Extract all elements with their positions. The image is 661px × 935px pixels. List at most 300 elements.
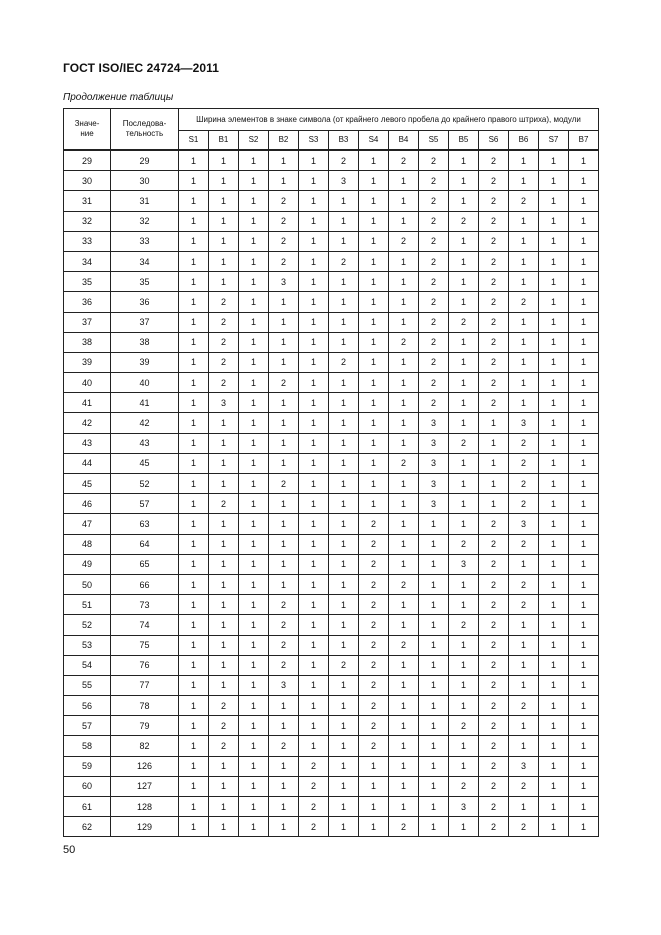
cell-width-b6: 1 (509, 554, 539, 574)
cell-value: 43 (64, 433, 111, 453)
cell-width-s7: 1 (539, 251, 569, 271)
cell-width-s6: 2 (479, 150, 509, 171)
cell-width-b3: 1 (329, 191, 359, 211)
cell-width-b5: 1 (449, 574, 479, 594)
cell-width-b6: 1 (509, 655, 539, 675)
table-row (64, 211, 599, 231)
cell-width-b7: 1 (569, 231, 599, 251)
cell-width-b3: 1 (329, 292, 359, 312)
cell-width-b6: 2 (509, 292, 539, 312)
table-row (64, 413, 599, 433)
cell-width-b5: 2 (449, 312, 479, 332)
cell-width-b6: 2 (509, 776, 539, 796)
cell-width-s5: 2 (419, 352, 449, 372)
cell-width-b4: 1 (389, 494, 419, 514)
cell-width-b5: 1 (449, 191, 479, 211)
cell-width-b4: 2 (389, 574, 419, 594)
cell-width-b6: 3 (509, 413, 539, 433)
cell-width-s6: 2 (479, 595, 509, 615)
cell-sequence: 37 (111, 312, 179, 332)
cell-width-b6: 1 (509, 211, 539, 231)
cell-width-s7: 1 (539, 635, 569, 655)
cell-width-s3: 1 (299, 534, 329, 554)
cell-width-b3: 1 (329, 797, 359, 817)
cell-width-s4: 1 (359, 352, 389, 372)
cell-width-b3: 1 (329, 817, 359, 837)
cell-value: 37 (64, 312, 111, 332)
cell-width-b2: 2 (269, 191, 299, 211)
cell-width-b1: 1 (209, 797, 239, 817)
cell-width-s6: 2 (479, 251, 509, 271)
cell-width-s2: 1 (239, 171, 269, 191)
cell-width-s5: 1 (419, 736, 449, 756)
cell-width-s3: 1 (299, 312, 329, 332)
cell-width-b3: 1 (329, 494, 359, 514)
cell-sequence: 73 (111, 595, 179, 615)
cell-width-s2: 1 (239, 150, 269, 171)
cell-width-b1: 1 (209, 251, 239, 271)
cell-width-b2: 2 (269, 373, 299, 393)
cell-width-b3: 1 (329, 211, 359, 231)
cell-width-b7: 1 (569, 797, 599, 817)
cell-width-s2: 1 (239, 393, 269, 413)
table-row (64, 756, 599, 776)
element-header-s3: S3 (299, 131, 329, 151)
cell-width-b5: 1 (449, 494, 479, 514)
element-header-s1: S1 (179, 131, 209, 151)
cell-width-s5: 2 (419, 393, 449, 413)
cell-sequence: 35 (111, 272, 179, 292)
cell-width-s4: 2 (359, 736, 389, 756)
cell-width-s4: 2 (359, 534, 389, 554)
cell-width-b7: 1 (569, 474, 599, 494)
cell-width-s7: 1 (539, 756, 569, 776)
cell-width-s2: 1 (239, 191, 269, 211)
table-row (64, 171, 599, 191)
cell-width-s1: 1 (179, 817, 209, 837)
cell-width-s6: 2 (479, 332, 509, 352)
cell-width-b7: 1 (569, 292, 599, 312)
cell-width-s3: 1 (299, 736, 329, 756)
cell-width-b5: 3 (449, 554, 479, 574)
cell-width-b3: 1 (329, 332, 359, 352)
cell-sequence: 52 (111, 474, 179, 494)
cell-width-b6: 1 (509, 635, 539, 655)
cell-width-b5: 1 (449, 352, 479, 372)
cell-width-s6: 2 (479, 191, 509, 211)
cell-width-s3: 1 (299, 332, 329, 352)
cell-width-s3: 1 (299, 251, 329, 271)
cell-width-s6: 2 (479, 211, 509, 231)
cell-value: 58 (64, 736, 111, 756)
cell-width-b2: 1 (269, 514, 299, 534)
cell-width-s2: 1 (239, 675, 269, 695)
cell-width-s4: 2 (359, 615, 389, 635)
cell-width-b5: 1 (449, 655, 479, 675)
cell-width-b2: 1 (269, 716, 299, 736)
table-row (64, 150, 599, 171)
cell-width-b1: 1 (209, 615, 239, 635)
cell-sequence: 75 (111, 635, 179, 655)
cell-width-b3: 1 (329, 696, 359, 716)
cell-width-b7: 1 (569, 817, 599, 837)
cell-sequence: 78 (111, 696, 179, 716)
cell-value: 40 (64, 373, 111, 393)
cell-width-b1: 2 (209, 494, 239, 514)
cell-width-s7: 1 (539, 413, 569, 433)
cell-width-b2: 1 (269, 433, 299, 453)
cell-value: 59 (64, 756, 111, 776)
cell-sequence: 66 (111, 574, 179, 594)
cell-value: 38 (64, 332, 111, 352)
cell-width-b7: 1 (569, 453, 599, 473)
cell-width-b6: 1 (509, 171, 539, 191)
cell-width-b2: 1 (269, 150, 299, 171)
cell-width-b2: 1 (269, 332, 299, 352)
cell-width-b3: 1 (329, 433, 359, 453)
cell-width-b5: 2 (449, 433, 479, 453)
element-header-b3: B3 (329, 131, 359, 151)
cell-width-b7: 1 (569, 171, 599, 191)
cell-width-s1: 1 (179, 312, 209, 332)
cell-value: 48 (64, 534, 111, 554)
cell-width-s4: 1 (359, 251, 389, 271)
cell-width-b6: 2 (509, 534, 539, 554)
cell-value: 60 (64, 776, 111, 796)
cell-width-s6: 2 (479, 292, 509, 312)
table-row (64, 272, 599, 292)
cell-width-b2: 1 (269, 171, 299, 191)
cell-width-s4: 1 (359, 494, 389, 514)
cell-width-b7: 1 (569, 272, 599, 292)
cell-width-b1: 1 (209, 776, 239, 796)
cell-sequence: 30 (111, 171, 179, 191)
cell-width-s3: 2 (299, 756, 329, 776)
cell-width-s3: 1 (299, 514, 329, 534)
cell-width-b7: 1 (569, 696, 599, 716)
cell-width-b4: 1 (389, 776, 419, 796)
cell-width-s4: 2 (359, 595, 389, 615)
cell-width-b2: 1 (269, 393, 299, 413)
cell-width-s6: 2 (479, 615, 509, 635)
cell-width-s1: 1 (179, 150, 209, 171)
cell-width-s4: 1 (359, 413, 389, 433)
cell-sequence: 45 (111, 453, 179, 473)
cell-sequence: 77 (111, 675, 179, 695)
cell-width-b3: 3 (329, 171, 359, 191)
cell-width-b3: 1 (329, 574, 359, 594)
cell-width-b6: 2 (509, 817, 539, 837)
cell-width-b3: 2 (329, 150, 359, 171)
cell-width-b4: 1 (389, 171, 419, 191)
element-header-b5: B5 (449, 131, 479, 151)
cell-width-s6: 2 (479, 756, 509, 776)
cell-width-s2: 1 (239, 817, 269, 837)
cell-width-s6: 2 (479, 373, 509, 393)
cell-value: 41 (64, 393, 111, 413)
cell-width-s5: 3 (419, 474, 449, 494)
cell-width-b2: 1 (269, 756, 299, 776)
table-row (64, 393, 599, 413)
cell-sequence: 43 (111, 433, 179, 453)
cell-width-s5: 2 (419, 251, 449, 271)
cell-width-b1: 2 (209, 312, 239, 332)
width-table (63, 108, 599, 837)
cell-value: 61 (64, 797, 111, 817)
cell-value: 30 (64, 171, 111, 191)
cell-width-s4: 1 (359, 817, 389, 837)
cell-width-b3: 1 (329, 453, 359, 473)
cell-sequence: 29 (111, 150, 179, 171)
cell-value: 45 (64, 474, 111, 494)
table-row (64, 453, 599, 473)
cell-width-b1: 1 (209, 231, 239, 251)
cell-width-b7: 1 (569, 312, 599, 332)
cell-width-b2: 2 (269, 474, 299, 494)
cell-width-s7: 1 (539, 474, 569, 494)
cell-width-s6: 2 (479, 312, 509, 332)
cell-width-s4: 1 (359, 474, 389, 494)
cell-width-s2: 1 (239, 776, 269, 796)
cell-width-s4: 1 (359, 312, 389, 332)
cell-width-s1: 1 (179, 191, 209, 211)
cell-width-s1: 1 (179, 534, 209, 554)
cell-width-b6: 1 (509, 393, 539, 413)
cell-width-b7: 1 (569, 655, 599, 675)
cell-width-b4: 1 (389, 554, 419, 574)
table-row (64, 817, 599, 837)
cell-width-s7: 1 (539, 595, 569, 615)
cell-width-b1: 1 (209, 171, 239, 191)
cell-width-b7: 1 (569, 211, 599, 231)
cell-width-b3: 1 (329, 776, 359, 796)
cell-width-s5: 1 (419, 675, 449, 695)
cell-width-s4: 1 (359, 373, 389, 393)
cell-width-b5: 1 (449, 514, 479, 534)
cell-width-s5: 1 (419, 797, 449, 817)
cell-width-s5: 1 (419, 817, 449, 837)
cell-width-b2: 1 (269, 494, 299, 514)
cell-width-b5: 2 (449, 211, 479, 231)
cell-width-b3: 1 (329, 554, 359, 574)
column-group-header: Ширина элементов в знаке символа (от крайнего левого пробела до крайнего правого штриха), модули (179, 109, 599, 131)
cell-width-b6: 1 (509, 675, 539, 695)
cell-width-s2: 1 (239, 797, 269, 817)
table-row (64, 292, 599, 312)
cell-width-b4: 1 (389, 312, 419, 332)
cell-width-s5: 3 (419, 453, 449, 473)
cell-width-s3: 1 (299, 393, 329, 413)
cell-width-s2: 1 (239, 332, 269, 352)
cell-width-s3: 1 (299, 615, 329, 635)
cell-width-s4: 2 (359, 675, 389, 695)
cell-width-b7: 1 (569, 635, 599, 655)
cell-width-b5: 2 (449, 776, 479, 796)
cell-width-b5: 2 (449, 534, 479, 554)
cell-width-b2: 2 (269, 635, 299, 655)
cell-width-s2: 1 (239, 716, 269, 736)
cell-sequence: 42 (111, 413, 179, 433)
cell-width-b7: 1 (569, 332, 599, 352)
cell-width-b7: 1 (569, 413, 599, 433)
cell-width-b7: 1 (569, 514, 599, 534)
cell-width-s1: 1 (179, 716, 209, 736)
cell-width-s1: 1 (179, 332, 209, 352)
cell-value: 53 (64, 635, 111, 655)
cell-width-s7: 1 (539, 211, 569, 231)
cell-width-s5: 2 (419, 231, 449, 251)
cell-value: 31 (64, 191, 111, 211)
cell-width-b2: 1 (269, 413, 299, 433)
cell-width-s3: 1 (299, 211, 329, 231)
cell-width-s5: 2 (419, 373, 449, 393)
cell-width-b4: 1 (389, 474, 419, 494)
cell-width-b5: 1 (449, 413, 479, 433)
cell-width-s6: 1 (479, 453, 509, 473)
cell-width-b3: 1 (329, 413, 359, 433)
cell-width-s1: 1 (179, 736, 209, 756)
cell-width-s6: 2 (479, 696, 509, 716)
cell-width-s6: 1 (479, 494, 509, 514)
column-header-value: Значе- ние (64, 109, 111, 151)
cell-width-s3: 1 (299, 494, 329, 514)
cell-width-b6: 2 (509, 191, 539, 211)
table-row (64, 494, 599, 514)
cell-width-b6: 1 (509, 332, 539, 352)
cell-width-s6: 2 (479, 776, 509, 796)
cell-width-b5: 1 (449, 595, 479, 615)
cell-width-b6: 3 (509, 756, 539, 776)
cell-width-b7: 1 (569, 756, 599, 776)
cell-width-b7: 1 (569, 191, 599, 211)
cell-width-s5: 3 (419, 494, 449, 514)
cell-width-s2: 1 (239, 554, 269, 574)
cell-width-s3: 1 (299, 191, 329, 211)
cell-width-b7: 1 (569, 675, 599, 695)
cell-value: 54 (64, 655, 111, 675)
cell-width-s2: 1 (239, 272, 269, 292)
table-row (64, 474, 599, 494)
element-header-b7: B7 (569, 131, 599, 151)
cell-width-s2: 1 (239, 655, 269, 675)
cell-width-b1: 2 (209, 716, 239, 736)
cell-sequence: 79 (111, 716, 179, 736)
cell-width-b5: 1 (449, 453, 479, 473)
cell-width-s2: 1 (239, 756, 269, 776)
cell-width-b6: 1 (509, 231, 539, 251)
cell-width-s6: 2 (479, 574, 509, 594)
cell-value: 51 (64, 595, 111, 615)
cell-width-b7: 1 (569, 716, 599, 736)
cell-width-s1: 1 (179, 231, 209, 251)
cell-width-s6: 2 (479, 171, 509, 191)
cell-width-s1: 1 (179, 797, 209, 817)
cell-width-b6: 1 (509, 150, 539, 171)
cell-width-s3: 1 (299, 453, 329, 473)
cell-width-b4: 2 (389, 817, 419, 837)
element-header-b1: B1 (209, 131, 239, 151)
cell-width-s3: 1 (299, 352, 329, 372)
cell-width-b1: 2 (209, 292, 239, 312)
cell-width-s2: 1 (239, 474, 269, 494)
cell-width-b7: 1 (569, 251, 599, 271)
cell-width-s1: 1 (179, 373, 209, 393)
cell-width-s4: 2 (359, 514, 389, 534)
cell-width-b3: 2 (329, 352, 359, 372)
cell-width-b6: 1 (509, 615, 539, 635)
cell-width-s6: 2 (479, 635, 509, 655)
cell-width-b2: 2 (269, 251, 299, 271)
cell-value: 39 (64, 352, 111, 372)
cell-sequence: 57 (111, 494, 179, 514)
cell-width-b6: 1 (509, 716, 539, 736)
cell-width-b5: 1 (449, 756, 479, 776)
cell-width-b4: 1 (389, 756, 419, 776)
cell-width-s5: 1 (419, 756, 449, 776)
cell-width-s4: 1 (359, 272, 389, 292)
cell-width-b5: 1 (449, 332, 479, 352)
cell-width-s7: 1 (539, 393, 569, 413)
cell-width-b6: 2 (509, 433, 539, 453)
cell-width-s5: 3 (419, 433, 449, 453)
cell-width-b3: 1 (329, 675, 359, 695)
cell-width-b1: 1 (209, 413, 239, 433)
cell-width-b1: 2 (209, 736, 239, 756)
cell-width-s6: 2 (479, 716, 509, 736)
cell-width-b3: 2 (329, 251, 359, 271)
cell-width-s5: 2 (419, 191, 449, 211)
cell-width-s6: 2 (479, 352, 509, 372)
cell-width-b5: 1 (449, 251, 479, 271)
cell-width-s6: 2 (479, 514, 509, 534)
cell-width-b1: 1 (209, 433, 239, 453)
table-row (64, 615, 599, 635)
cell-width-b5: 2 (449, 615, 479, 635)
cell-width-s6: 2 (479, 817, 509, 837)
cell-width-s4: 2 (359, 574, 389, 594)
cell-sequence: 65 (111, 554, 179, 574)
table-row (64, 716, 599, 736)
cell-width-s1: 1 (179, 433, 209, 453)
cell-width-s5: 1 (419, 635, 449, 655)
cell-value: 57 (64, 716, 111, 736)
cell-width-s3: 2 (299, 797, 329, 817)
cell-width-s5: 2 (419, 292, 449, 312)
cell-width-b1: 1 (209, 191, 239, 211)
table-row (64, 655, 599, 675)
cell-width-s1: 1 (179, 514, 209, 534)
cell-width-b1: 1 (209, 817, 239, 837)
cell-width-s2: 1 (239, 696, 269, 716)
table-row (64, 251, 599, 271)
cell-width-b6: 1 (509, 797, 539, 817)
cell-sequence: 74 (111, 615, 179, 635)
cell-width-b5: 1 (449, 150, 479, 171)
table-row (64, 635, 599, 655)
cell-width-b2: 3 (269, 272, 299, 292)
cell-sequence: 126 (111, 756, 179, 776)
cell-width-s5: 2 (419, 211, 449, 231)
cell-width-b2: 1 (269, 574, 299, 594)
cell-width-b3: 1 (329, 595, 359, 615)
cell-width-b4: 1 (389, 514, 419, 534)
cell-width-s7: 1 (539, 514, 569, 534)
cell-width-b4: 1 (389, 352, 419, 372)
cell-width-s2: 1 (239, 534, 269, 554)
table-row (64, 696, 599, 716)
cell-width-s3: 1 (299, 413, 329, 433)
cell-width-s7: 1 (539, 554, 569, 574)
